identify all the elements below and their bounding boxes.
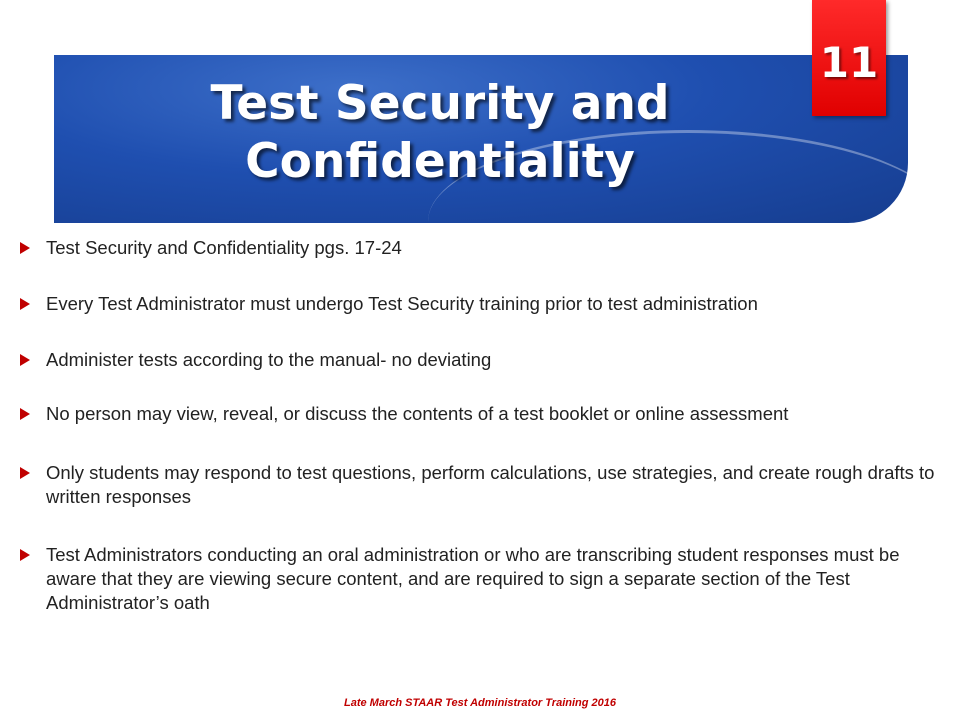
slide-footer: Late March STAAR Test Administrator Training 2016 (343, 697, 616, 709)
bullet-text: Test Administrators conducting an oral administration or who are transcribing student responses must be aware that they are viewing secure content, and are required to sign a separate section of the Test Administrator’s oath (46, 544, 900, 613)
bullet-text: Only students may respond to test questions, perform calculations, use strategies, and create rough drafts to written responses (46, 462, 935, 507)
page-number: 11 (819, 38, 879, 87)
bullet-list (20, 236, 940, 615)
bullet-item (20, 236, 940, 260)
title-line-2: Confidentiality (245, 134, 635, 189)
page-number-badge (812, 0, 886, 116)
bullet-item (20, 402, 940, 426)
arrow-bullet-icon (20, 298, 30, 310)
bullet-text: No person may view, reveal, or discuss the contents of a test booklet or online assessment (46, 403, 789, 424)
bullet-item (20, 461, 940, 509)
title-line-1: Test Security and (210, 76, 670, 131)
bullet-item (20, 348, 940, 372)
arrow-bullet-icon (20, 242, 30, 254)
slide-title (110, 75, 770, 191)
arrow-bullet-icon (20, 549, 30, 561)
bullet-item (20, 543, 940, 615)
bullet-text: Every Test Administrator must undergo Test Security training prior to test administration (46, 293, 758, 314)
bullet-item (20, 292, 940, 316)
arrow-bullet-icon (20, 408, 30, 420)
bullet-text: Administer tests according to the manual- no deviating (46, 349, 492, 370)
bullet-text: Test Security and Confidentiality pgs. 17-24 (46, 237, 402, 258)
arrow-bullet-icon (20, 354, 30, 366)
arrow-bullet-icon (20, 467, 30, 479)
